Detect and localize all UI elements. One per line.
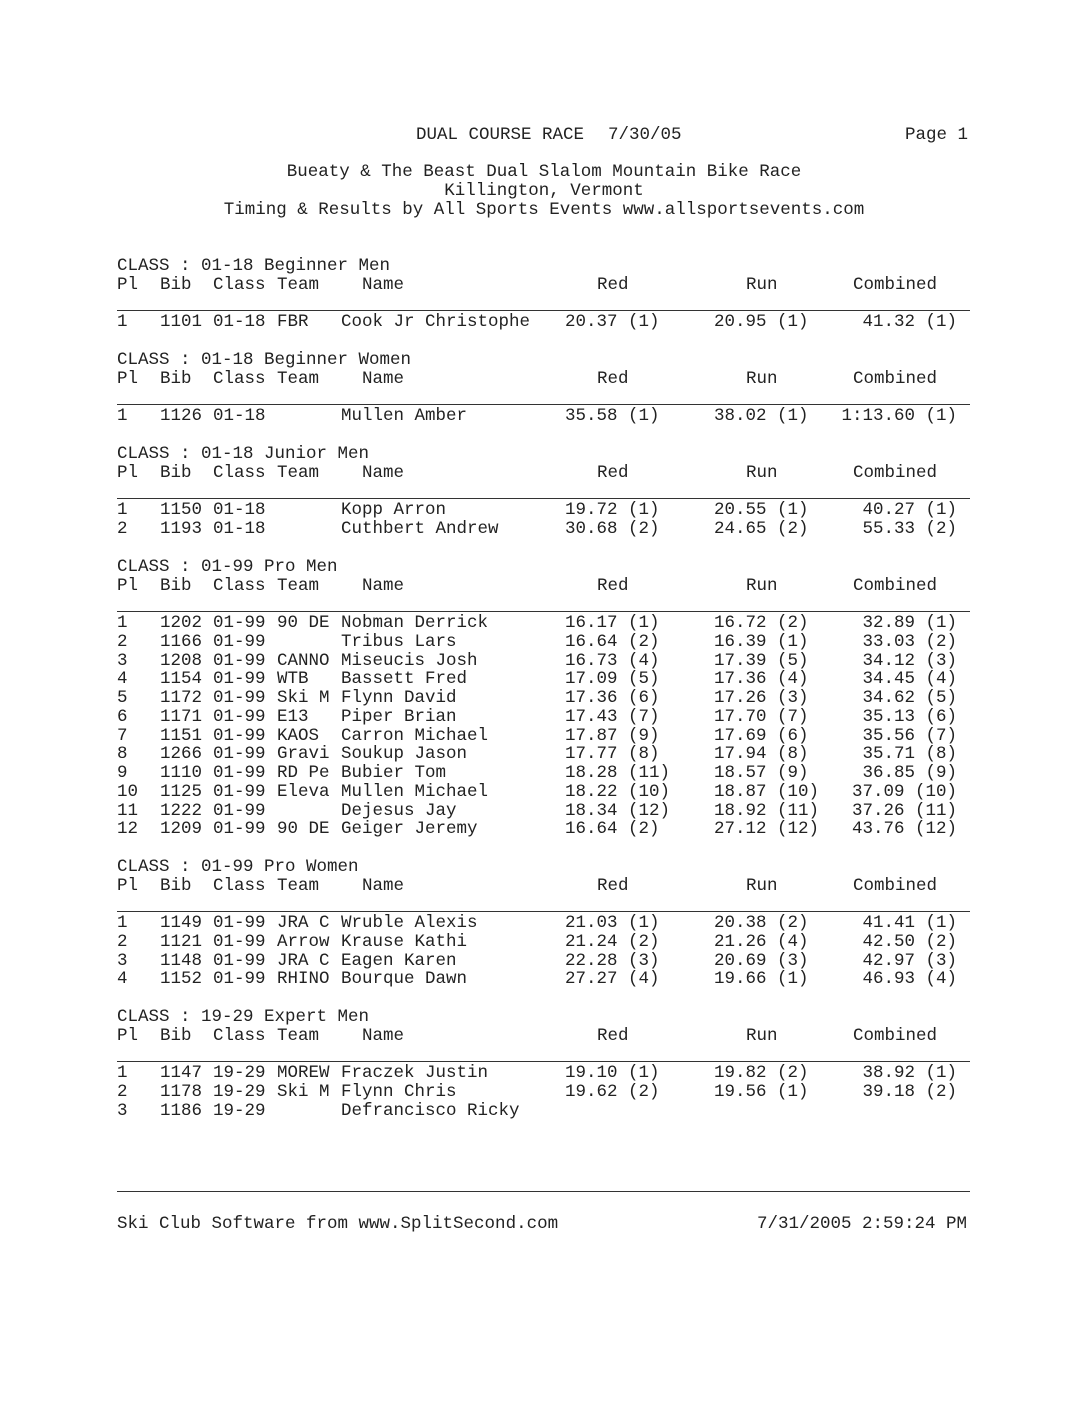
row-name: Mullen Amber xyxy=(341,406,468,426)
row-name: Wruble Alexis xyxy=(341,913,478,933)
event-credits: Timing & Results by All Sports Events www.allsportsevents.com xyxy=(223,200,865,220)
row-combined-time: 35.56 (7) xyxy=(862,725,957,746)
row-class: 01-99 xyxy=(213,781,266,802)
col-header-red: Red xyxy=(597,368,629,389)
row-combined-time: 42.97 (3) xyxy=(862,950,957,971)
col-header-combined: Combined xyxy=(853,1025,938,1046)
col-header-pl: Pl xyxy=(117,875,139,896)
row-combined-time: 40.27 (1) xyxy=(862,500,957,520)
row-bib: 1186 xyxy=(160,1100,203,1121)
row-name: Flynn Chris xyxy=(341,1081,457,1102)
col-header-run: Run xyxy=(746,274,778,295)
col-header-combined: Combined xyxy=(853,368,938,389)
row-bib: 1152 xyxy=(160,969,203,990)
row-team: MOREW xyxy=(277,1063,330,1083)
row-team: E13 xyxy=(277,706,309,727)
col-header-combined: Combined xyxy=(853,462,938,483)
section-divider xyxy=(117,498,970,499)
row-place: 5 xyxy=(117,688,128,708)
row-bib: 1125 xyxy=(160,781,203,802)
col-header-red: Red xyxy=(597,274,629,295)
row-class: 01-99 xyxy=(213,744,266,765)
col-header-team: Team xyxy=(277,575,320,596)
row-run-time: 20.69 (3) xyxy=(714,950,809,971)
row-run-time: 17.39 (5) xyxy=(714,650,809,671)
row-red-time: 18.28 (11) xyxy=(565,763,671,783)
row-run-time: 21.26 (4) xyxy=(714,931,809,952)
row-place: 1 xyxy=(117,613,128,633)
col-header-team: Team xyxy=(277,274,320,295)
row-combined-time: 33.03 (2) xyxy=(862,631,957,652)
col-header-bib: Bib xyxy=(160,575,192,596)
row-red-time: 30.68 (2) xyxy=(565,518,660,539)
col-header-pl: Pl xyxy=(117,462,139,483)
class-title: CLASS : 01-99 Pro Women xyxy=(117,857,359,877)
row-combined-time: 39.18 (2) xyxy=(862,1081,957,1102)
section-divider xyxy=(117,1061,970,1062)
row-place: 3 xyxy=(117,950,128,971)
row-team: JRA C xyxy=(277,950,330,971)
row-red-time: 35.58 (1) xyxy=(565,406,660,426)
row-red-time: 21.24 (2) xyxy=(565,931,660,952)
row-class: 01-18 xyxy=(213,518,266,539)
class-title: CLASS : 19-29 Expert Men xyxy=(117,1007,370,1027)
row-bib: 1147 xyxy=(160,1063,203,1083)
col-header-combined: Combined xyxy=(853,875,938,896)
row-name: Defrancisco Ricky xyxy=(341,1100,520,1121)
row-place: 7 xyxy=(117,725,128,746)
col-header-pl: Pl xyxy=(117,575,139,596)
row-combined-time: 32.89 (1) xyxy=(862,613,957,633)
footer-software: Ski Club Software from www.SplitSecond.com xyxy=(117,1214,559,1234)
row-place: 1 xyxy=(117,312,128,332)
col-header-bib: Bib xyxy=(160,368,192,389)
row-name: Bassett Fred xyxy=(341,669,468,690)
row-class: 01-99 xyxy=(213,688,266,708)
row-combined-time: 42.50 (2) xyxy=(862,931,957,952)
row-place: 12 xyxy=(117,819,139,840)
row-place: 4 xyxy=(117,669,128,690)
event-location: Killington, Vermont xyxy=(444,181,644,201)
row-bib: 1209 xyxy=(160,819,203,840)
row-name: Krause Kathi xyxy=(341,931,468,952)
row-bib: 1150 xyxy=(160,500,203,520)
row-run-time: 17.26 (3) xyxy=(714,688,809,708)
col-header-pl: Pl xyxy=(117,274,139,295)
row-run-time: 24.65 (2) xyxy=(714,518,809,539)
row-combined-time: 37.26 (11) xyxy=(851,800,957,821)
row-class: 01-18 xyxy=(213,406,266,426)
row-place: 1 xyxy=(117,500,128,520)
report-title: DUAL COURSE RACE xyxy=(416,125,585,145)
row-combined-time: 34.12 (3) xyxy=(862,650,957,671)
row-name: Soukup Jason xyxy=(341,744,468,765)
row-combined-time: 1:13.60 (1) xyxy=(841,406,957,426)
report-date: 7/30/05 xyxy=(608,125,682,145)
col-header-team: Team xyxy=(277,875,320,896)
row-name: Carron Michael xyxy=(341,725,489,746)
col-header-class: Class xyxy=(213,274,266,295)
footer-timestamp: 7/31/2005 2:59:24 PM xyxy=(757,1214,968,1234)
row-red-time: 16.73 (4) xyxy=(565,650,660,671)
row-run-time: 27.12 (12) xyxy=(714,819,820,840)
row-class: 01-99 xyxy=(213,669,266,690)
row-red-time: 18.34 (12) xyxy=(565,800,671,821)
row-team: Gravi xyxy=(277,744,330,765)
col-header-team: Team xyxy=(277,462,320,483)
row-combined-time: 38.92 (1) xyxy=(862,1063,957,1083)
row-red-time: 17.09 (5) xyxy=(565,669,660,690)
row-class: 01-99 xyxy=(213,800,266,821)
col-header-red: Red xyxy=(597,462,629,483)
row-class: 19-29 xyxy=(213,1081,266,1102)
row-place: 4 xyxy=(117,969,128,990)
row-place: 10 xyxy=(117,781,139,802)
row-class: 19-29 xyxy=(213,1063,266,1083)
row-place: 1 xyxy=(117,913,128,933)
row-combined-time: 35.71 (8) xyxy=(862,744,957,765)
row-team: KAOS xyxy=(277,725,320,746)
row-team: RD Pe xyxy=(277,763,330,783)
row-team: 90 DE xyxy=(277,613,330,633)
col-header-pl: Pl xyxy=(117,368,139,389)
row-place: 1 xyxy=(117,1063,128,1083)
row-name: Fraczek Justin xyxy=(341,1063,489,1083)
row-combined-time: 35.13 (6) xyxy=(862,706,957,727)
col-header-team: Team xyxy=(277,1025,320,1046)
row-run-time: 19.56 (1) xyxy=(714,1081,809,1102)
row-combined-time: 41.32 (1) xyxy=(862,312,957,332)
row-bib: 1193 xyxy=(160,518,203,539)
row-run-time: 16.39 (1) xyxy=(714,631,809,652)
class-title: CLASS : 01-18 Junior Men xyxy=(117,444,370,464)
row-run-time: 38.02 (1) xyxy=(714,406,809,426)
row-place: 6 xyxy=(117,706,128,727)
row-team: Eleva xyxy=(277,781,330,802)
row-team: RHINO xyxy=(277,969,330,990)
row-bib: 1172 xyxy=(160,688,203,708)
col-header-bib: Bib xyxy=(160,462,192,483)
row-class: 01-99 xyxy=(213,706,266,727)
col-header-run: Run xyxy=(746,368,778,389)
row-team: Ski M xyxy=(277,688,330,708)
col-header-class: Class xyxy=(213,368,266,389)
row-combined-time: 43.76 (12) xyxy=(851,819,957,840)
col-header-combined: Combined xyxy=(853,575,938,596)
row-place: 9 xyxy=(117,763,128,783)
col-header-run: Run xyxy=(746,1025,778,1046)
row-run-time: 20.95 (1) xyxy=(714,312,809,332)
row-red-time: 18.22 (10) xyxy=(565,781,671,802)
row-bib: 1208 xyxy=(160,650,203,671)
row-name: Cook Jr Christophe xyxy=(341,312,531,332)
row-name: Miseucis Josh xyxy=(341,650,478,671)
row-combined-time: 34.62 (5) xyxy=(862,688,957,708)
row-team: 90 DE xyxy=(277,819,330,840)
section-divider xyxy=(117,611,970,612)
section-divider xyxy=(117,911,970,912)
row-name: Eagen Karen xyxy=(341,950,457,971)
row-red-time: 17.43 (7) xyxy=(565,706,660,727)
section-divider xyxy=(117,310,970,311)
row-run-time: 19.82 (2) xyxy=(714,1063,809,1083)
col-header-run: Run xyxy=(746,875,778,896)
row-team: WTB xyxy=(277,669,309,690)
row-bib: 1222 xyxy=(160,800,203,821)
row-red-time: 22.28 (3) xyxy=(565,950,660,971)
footer-divider xyxy=(117,1191,970,1192)
col-header-red: Red xyxy=(597,875,629,896)
row-run-time: 20.55 (1) xyxy=(714,500,809,520)
row-bib: 1171 xyxy=(160,706,203,727)
col-header-name: Name xyxy=(362,875,405,896)
row-red-time: 19.10 (1) xyxy=(565,1063,660,1083)
row-run-time: 17.70 (7) xyxy=(714,706,809,727)
row-run-time: 20.38 (2) xyxy=(714,913,809,933)
row-class: 01-99 xyxy=(213,913,266,933)
row-run-time: 18.92 (11) xyxy=(714,800,820,821)
row-bib: 1178 xyxy=(160,1081,203,1102)
row-combined-time: 36.85 (9) xyxy=(862,763,957,783)
row-bib: 1154 xyxy=(160,669,203,690)
col-header-class: Class xyxy=(213,575,266,596)
col-header-class: Class xyxy=(213,462,266,483)
row-class: 01-99 xyxy=(213,969,266,990)
row-run-time: 17.94 (8) xyxy=(714,744,809,765)
row-class: 01-99 xyxy=(213,613,266,633)
row-name: Piper Brian xyxy=(341,706,457,727)
col-header-name: Name xyxy=(362,462,405,483)
row-class: 01-99 xyxy=(213,819,266,840)
row-run-time: 17.36 (4) xyxy=(714,669,809,690)
row-class: 01-99 xyxy=(213,763,266,783)
row-red-time: 21.03 (1) xyxy=(565,913,660,933)
row-combined-time: 37.09 (10) xyxy=(851,781,957,802)
col-header-run: Run xyxy=(746,575,778,596)
row-red-time: 16.64 (2) xyxy=(565,819,660,840)
row-class: 01-99 xyxy=(213,725,266,746)
row-name: Bourque Dawn xyxy=(341,969,468,990)
col-header-red: Red xyxy=(597,575,629,596)
col-header-bib: Bib xyxy=(160,274,192,295)
col-header-red: Red xyxy=(597,1025,629,1046)
row-bib: 1101 xyxy=(160,312,203,332)
row-name: Nobman Derrick xyxy=(341,613,489,633)
row-class: 01-99 xyxy=(213,931,266,952)
row-bib: 1121 xyxy=(160,931,203,952)
row-place: 3 xyxy=(117,1100,128,1121)
row-name: Mullen Michael xyxy=(341,781,489,802)
row-place: 2 xyxy=(117,518,128,539)
row-name: Dejesus Jay xyxy=(341,800,457,821)
col-header-name: Name xyxy=(362,575,405,596)
row-class: 19-29 xyxy=(213,1100,266,1121)
row-place: 8 xyxy=(117,744,128,765)
row-place: 2 xyxy=(117,931,128,952)
col-header-bib: Bib xyxy=(160,875,192,896)
row-run-time: 18.57 (9) xyxy=(714,763,809,783)
row-bib: 1151 xyxy=(160,725,203,746)
row-name: Bubier Tom xyxy=(341,763,447,783)
row-place: 11 xyxy=(117,800,139,821)
row-red-time: 17.36 (6) xyxy=(565,688,660,708)
row-red-time: 16.17 (1) xyxy=(565,613,660,633)
row-place: 3 xyxy=(117,650,128,671)
row-red-time: 16.64 (2) xyxy=(565,631,660,652)
row-bib: 1126 xyxy=(160,406,203,426)
page-number: Page 1 xyxy=(905,125,969,145)
row-place: 1 xyxy=(117,406,128,426)
row-class: 01-99 xyxy=(213,631,266,652)
row-name: Flynn David xyxy=(341,688,457,708)
row-team: Arrow xyxy=(277,931,330,952)
class-title: CLASS : 01-99 Pro Men xyxy=(117,557,338,577)
row-class: 01-18 xyxy=(213,312,266,332)
row-name: Cuthbert Andrew xyxy=(341,518,499,539)
col-header-combined: Combined xyxy=(853,274,938,295)
col-header-name: Name xyxy=(362,1025,405,1046)
row-run-time: 18.87 (10) xyxy=(714,781,820,802)
row-run-time: 16.72 (2) xyxy=(714,613,809,633)
row-team: FBR xyxy=(277,312,309,332)
class-title: CLASS : 01-18 Beginner Men xyxy=(117,256,391,276)
row-bib: 1148 xyxy=(160,950,203,971)
row-combined-time: 34.45 (4) xyxy=(862,669,957,690)
row-red-time: 20.37 (1) xyxy=(565,312,660,332)
row-team: CANNO xyxy=(277,650,330,671)
row-class: 01-99 xyxy=(213,950,266,971)
row-class: 01-99 xyxy=(213,650,266,671)
row-team: Ski M xyxy=(277,1081,330,1102)
col-header-run: Run xyxy=(746,462,778,483)
event-name: Bueaty & The Beast Dual Slalom Mountain Bike Race xyxy=(286,162,802,182)
row-class: 01-18 xyxy=(213,500,266,520)
col-header-team: Team xyxy=(277,368,320,389)
row-combined-time: 41.41 (1) xyxy=(862,913,957,933)
row-red-time: 27.27 (4) xyxy=(565,969,660,990)
row-place: 2 xyxy=(117,631,128,652)
row-combined-time: 55.33 (2) xyxy=(862,518,957,539)
row-name: Geiger Jeremy xyxy=(341,819,478,840)
col-header-class: Class xyxy=(213,1025,266,1046)
row-red-time: 19.62 (2) xyxy=(565,1081,660,1102)
row-name: Kopp Arron xyxy=(341,500,447,520)
class-title: CLASS : 01-18 Beginner Women xyxy=(117,350,412,370)
row-red-time: 17.77 (8) xyxy=(565,744,660,765)
col-header-bib: Bib xyxy=(160,1025,192,1046)
row-run-time: 19.66 (1) xyxy=(714,969,809,990)
row-red-time: 19.72 (1) xyxy=(565,500,660,520)
row-run-time: 17.69 (6) xyxy=(714,725,809,746)
col-header-name: Name xyxy=(362,274,405,295)
row-bib: 1166 xyxy=(160,631,203,652)
col-header-pl: Pl xyxy=(117,1025,139,1046)
col-header-name: Name xyxy=(362,368,405,389)
row-bib: 1266 xyxy=(160,744,203,765)
row-place: 2 xyxy=(117,1081,128,1102)
row-name: Tribus Lars xyxy=(341,631,457,652)
row-team: JRA C xyxy=(277,913,330,933)
row-combined-time: 46.93 (4) xyxy=(862,969,957,990)
row-bib: 1202 xyxy=(160,613,203,633)
row-red-time: 17.87 (9) xyxy=(565,725,660,746)
col-header-class: Class xyxy=(213,875,266,896)
section-divider xyxy=(117,404,970,405)
row-bib: 1110 xyxy=(160,763,203,783)
row-bib: 1149 xyxy=(160,913,203,933)
